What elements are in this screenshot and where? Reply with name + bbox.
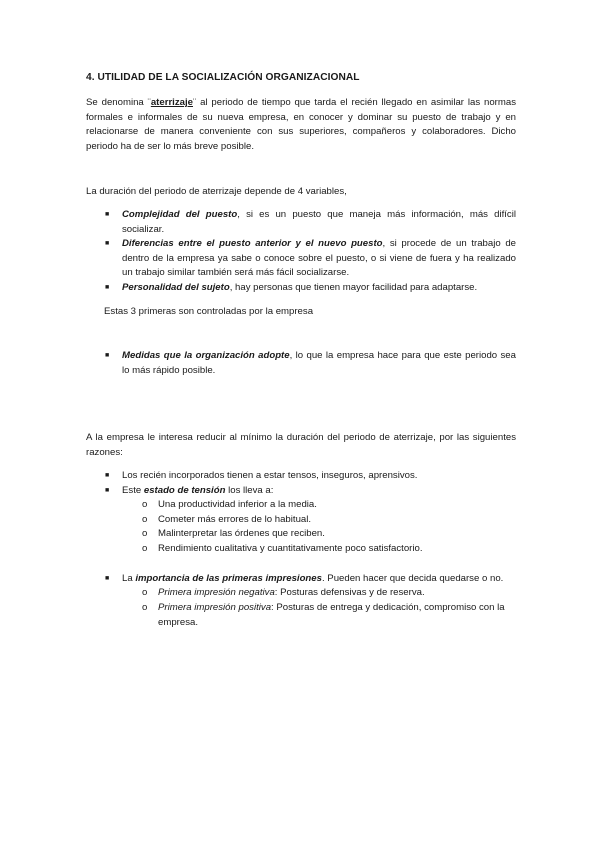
sub-bullet-icon: o [142, 587, 148, 598]
variable-term: Complejidad del puesto [122, 209, 238, 220]
variable-term: Medidas que la organización adopte [122, 350, 290, 361]
impression-term: Primera impresión positiva [158, 602, 272, 613]
sub-bullet-icon: o [142, 514, 148, 525]
reason-term: estado de tensión [143, 485, 226, 496]
variable-text: , si es un puesto que maneja más información, más difícil socializar. [122, 209, 516, 235]
bullet-icon: ■ [105, 472, 110, 479]
variable-text: , hay personas que tienen mayor facilidad para adaptarse. [229, 282, 478, 293]
bullet-icon: ■ [105, 575, 110, 582]
sub-list-item: Malinterpretar las órdenes que reciben. [158, 528, 325, 539]
intro-pre: Se denomina ¨ [86, 97, 151, 108]
intro-post: ¨ al periodo de tiempo que tarda el recién llegado en asimilar las normas formales e informales de su nueva empresa, en conocer y dominar su puesto de trabajo y en relacionarse de manera conveniente con sus superiores, compañeros y colaboradores. Dicho periodo ha de ser lo más breve posible. [86, 97, 516, 152]
intro-term: aterrizaje [150, 97, 193, 108]
bullet-icon: ■ [105, 211, 110, 218]
sub-list-item: Primera impresión negativa: Posturas defensivas y de reserva. [158, 587, 425, 598]
variable-term: Personalidad del sujeto [122, 282, 230, 293]
variable-term: Diferencias entre el puesto anterior y el nuevo puesto [122, 238, 383, 249]
list-item [122, 237, 516, 281]
intro-paragraph [86, 96, 516, 154]
sub-list-item: Una productividad inferior a la media. [158, 499, 317, 510]
list-item: La importancia de las primeras impresiones. Pueden hacer que decida quedarse o no. [122, 573, 504, 584]
list-item: Los recién incorporados tienen a estar tensos, inseguros, aprensivos. [122, 470, 418, 481]
sub-bullet-icon: o [142, 528, 148, 539]
section-heading: 4. UTILIDAD DE LA SOCIALIZACIÓN ORGANIZACIONAL [86, 72, 360, 83]
list-item [122, 281, 516, 296]
sub-bullet-icon: o [142, 543, 148, 554]
sub-list-item: Primera impresión positiva: Posturas de entrega y dedicación, compromiso con la empresa. [158, 602, 505, 628]
sub-list-item: Cometer más errores de lo habitual. [158, 514, 312, 525]
list-item: Este estado de tensión los lleva a: [122, 485, 274, 496]
controlled-note: Estas 3 primeras son controladas por la empresa [104, 306, 314, 317]
sub-list-item: Rendimiento cualitativa y cuantitativamente poco satisfactorio. [158, 543, 423, 554]
bullet-icon: ■ [105, 240, 110, 247]
variable-text: , si procede de un trabajo de dentro de la empresa ya sabe o conoce sobre el puesto, o si viene de fuera y ha realizado un trabajo similar también será más fácil socializarse. [122, 238, 516, 278]
bullet-icon: ■ [105, 487, 110, 494]
list-item [122, 349, 516, 378]
list-item [122, 208, 516, 237]
sub-bullet-icon: o [142, 602, 148, 613]
duration-paragraph: La duración del periodo de aterrizaje depende de 4 variables, [86, 186, 347, 197]
reasons-intro: A la empresa le interesa reducir al mínimo la duración del periodo de aterrizaje, por las siguientes razones: [86, 432, 516, 458]
bullet-icon: ■ [105, 284, 110, 291]
impression-term: Primera impresión negativa [158, 587, 275, 598]
reason-term: importancia de las primeras impresiones [135, 573, 322, 584]
variable-text: , lo que la empresa hace para que este periodo sea lo más rápido posible. [122, 350, 516, 376]
sub-bullet-icon: o [142, 499, 148, 510]
bullet-icon: ■ [105, 352, 110, 359]
